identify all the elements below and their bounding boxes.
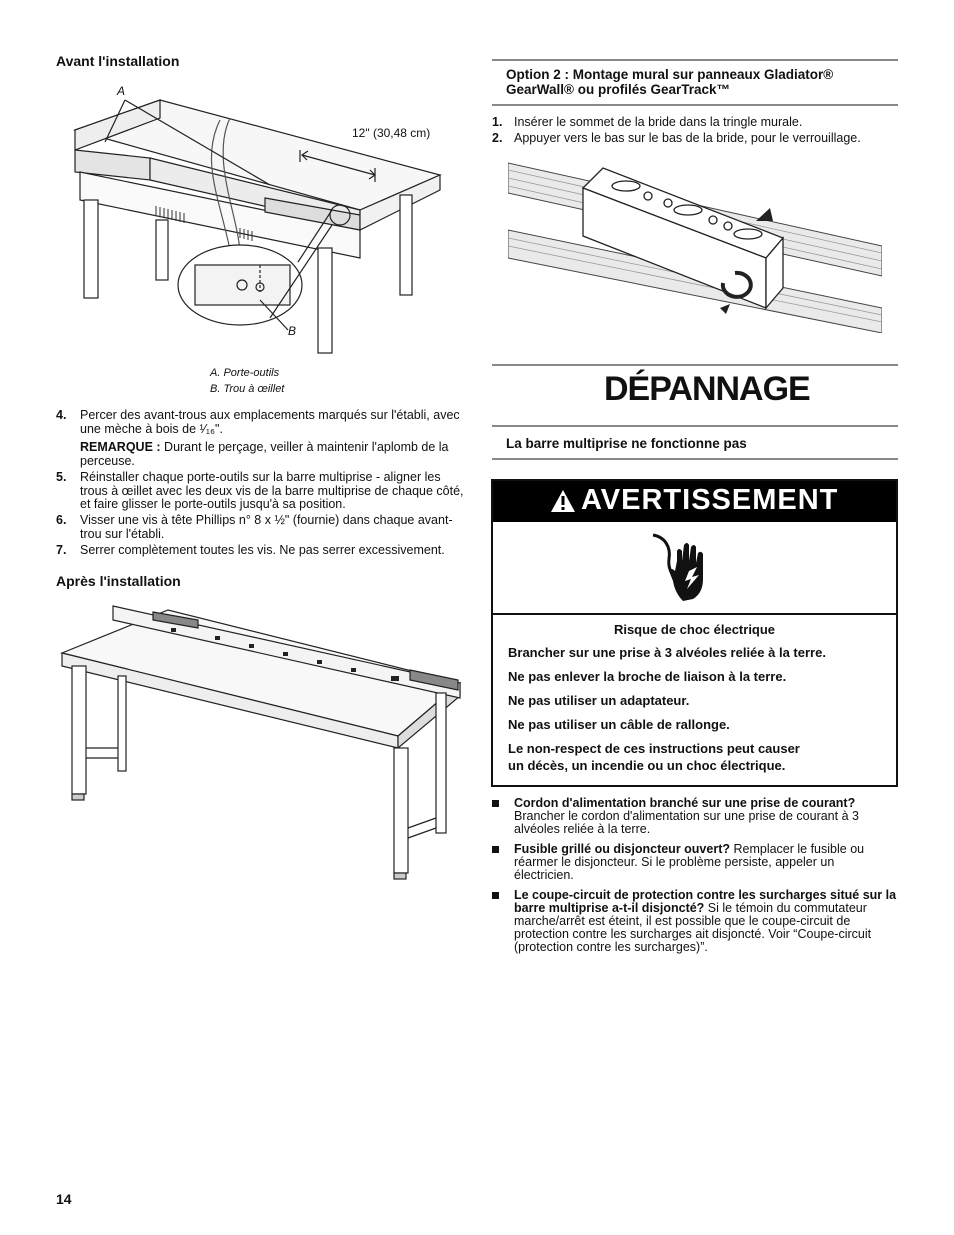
subsection-title: La barre multiprise ne fonctionne pas: [506, 436, 747, 451]
warning-triangle-icon: [549, 488, 577, 514]
warning-line-2: Ne pas enlever la broche de liaison à la terre.: [508, 669, 787, 684]
heading-apres-installation: Après l'installation: [56, 573, 181, 589]
step-number: 7.: [56, 543, 67, 557]
divider-rule: [492, 425, 898, 427]
note-label: REMARQUE :: [80, 440, 161, 454]
section-title-depannage: DÉPANNAGE: [604, 370, 810, 408]
warning-divider: [493, 613, 896, 615]
note-text: Durant le perçage, veiller à maintenir l'aplomb de la perceuse.: [80, 440, 449, 468]
step-text: Insérer le sommet de la bride dans la tringle murale.: [514, 115, 803, 129]
wall-mount-illustration: [508, 158, 882, 333]
divider-rule: [492, 59, 898, 61]
step-number: 4.: [56, 408, 67, 422]
step-text: Appuyer vers le bas sur le bas de la bride, pour le verrouillage.: [514, 130, 861, 145]
figure-legend: [210, 365, 284, 397]
item-question: Cordon d'alimentation branché sur une prise de courant?: [514, 796, 856, 810]
item-answer: Brancher le cordon d'alimentation sur une prise de courant à 3 alvéoles reliée à la terre.: [514, 809, 859, 836]
option-2-title: [506, 67, 886, 97]
item-question: Fusible grillé ou disjoncteur ouvert?: [514, 842, 730, 856]
step-number: 2.: [492, 130, 503, 145]
warning-consequence-2: un décès, un incendie ou un choc électrique.: [508, 758, 786, 773]
warning-line-4: Ne pas utiliser un câble de rallonge.: [508, 717, 730, 732]
troubleshoot-item-1: [492, 797, 897, 836]
workbench-illustration: [70, 80, 460, 360]
warning-line-1: Brancher sur une prise à 3 alvéoles reliée à la terre.: [508, 645, 826, 660]
figure-workbench-install: [70, 80, 460, 360]
divider-rule: [492, 104, 898, 106]
step-number: 1.: [492, 115, 503, 129]
troubleshoot-item-3: [492, 889, 897, 954]
item-question: Le coupe-circuit de protection contre les surcharges situé sur la barre multiprise a-t-il disjoncté?: [514, 888, 897, 915]
step-number: 5.: [56, 470, 67, 484]
step-text: Visser une vis à tête Phillips n° 8 x ½" (fournie) dans chaque avant-trou sur l'établi.: [80, 513, 453, 541]
warning-line-3: Ne pas utiliser un adaptateur.: [508, 693, 690, 708]
step-4: [56, 409, 466, 468]
option-title-line-1: Option 2 : Montage mural sur panneaux Gladiator®: [506, 67, 834, 82]
option-step-2: [492, 132, 897, 146]
workbench-finished-illustration: [58, 598, 468, 883]
warning-header: [493, 481, 896, 522]
legend-item-b: B. Trou à œillet: [210, 383, 285, 395]
step-text: Percer des avant-trous aux emplacements marqués sur l'établi, avec une mèche à bois de ¹⁄₁₆".: [80, 408, 460, 436]
legend-item-a: A. Porte-outils: [210, 367, 280, 379]
step-number: 6.: [56, 513, 67, 527]
figure-label-a: A: [117, 84, 126, 98]
electric-shock-hand-icon: [643, 531, 723, 605]
option-2-steps: [492, 116, 897, 145]
bullet-square: [492, 846, 499, 853]
troubleshoot-item-2: [492, 843, 897, 882]
option-title-line-2: GearWall® ou profilés GearTrack™: [506, 82, 731, 97]
item-answer: Remplacer le fusible ou réarmer le disjoncteur. Si le problème persiste, appeler un électricien.: [514, 842, 865, 882]
bullet-square: [492, 800, 499, 807]
figure-label-b: B: [288, 324, 297, 338]
step-7: [56, 544, 466, 558]
item-answer: Si le témoin du commutateur marche/arrêt est éteint, il est possible que le coupe-circuit de protection contre les surcharges ait disjoncté. Voir “Coupe-circuit (protection contre les surcharges)”.: [514, 901, 872, 954]
step-6: [56, 514, 466, 541]
bullet-square: [492, 892, 499, 899]
option-step-1: [492, 116, 897, 130]
step-5: [56, 471, 466, 512]
warning-title: AVERTISSEMENT: [581, 484, 839, 516]
page-number: 14: [56, 1191, 72, 1207]
dimension-label: 12" (30,48 cm): [352, 126, 431, 140]
heading-avant-installation: Avant l'installation: [56, 53, 180, 69]
step-text: Serrer complètement toutes les vis. Ne pas serrer excessivement.: [80, 543, 445, 557]
warning-consequence-1: Le non-respect de ces instructions peut causer: [508, 741, 800, 756]
divider-rule: [492, 458, 898, 460]
hazard-label: Risque de choc électrique: [613, 622, 776, 637]
step-text: Réinstaller chaque porte-outils sur la barre multiprise - aligner les trous à œillet avec les deux vis de la barre multiprise de chaque côté, et faire glisser le porte-outils jusqu'à sa position.: [80, 470, 464, 511]
divider-rule: [492, 364, 898, 366]
